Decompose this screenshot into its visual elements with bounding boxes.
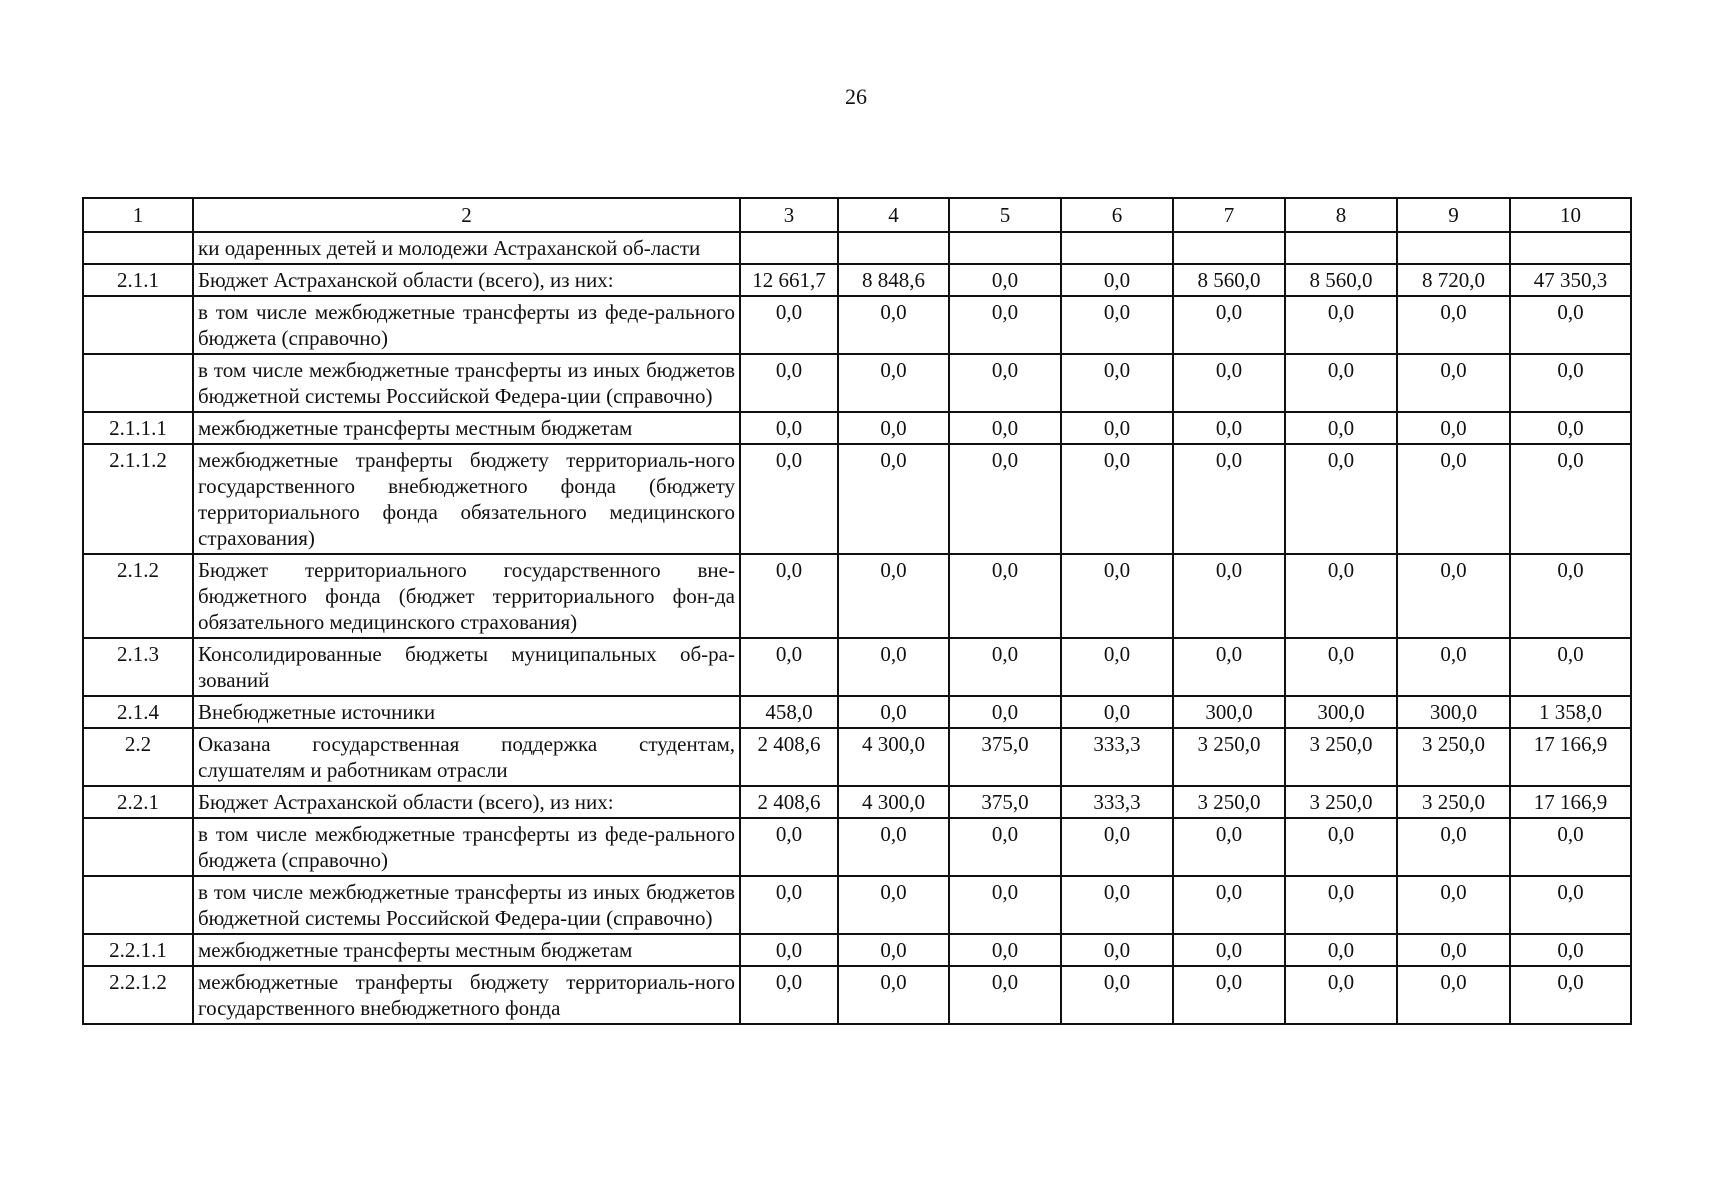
value-cell: 0,0 (1285, 818, 1397, 876)
value-cell: 375,0 (949, 786, 1061, 818)
table-row (83, 728, 1631, 786)
value-cell: 0,0 (740, 412, 838, 444)
value-cell: 0,0 (1510, 412, 1631, 444)
value-cell (1510, 232, 1631, 264)
value-cell: 0,0 (1510, 876, 1631, 934)
value-cell (740, 232, 838, 264)
value-cell: 1 358,0 (1510, 696, 1631, 728)
value-cell: 0,0 (949, 412, 1061, 444)
row-description: межбюджетные транферты бюджету территориаль-ного государственного внебюджетного фонда (бюджету территориального фонда обязательного медицинского страхования) (193, 444, 740, 554)
value-cell: 0,0 (949, 934, 1061, 966)
value-cell: 0,0 (1061, 554, 1173, 638)
table-row (83, 876, 1631, 934)
value-cell: 0,0 (740, 354, 838, 412)
value-cell: 0,0 (1397, 296, 1510, 354)
row-description: Бюджет Астраханской области (всего), из них: (193, 264, 740, 296)
value-cell (949, 232, 1061, 264)
row-description: межбюджетные трансферты местным бюджетам (193, 412, 740, 444)
value-cell: 0,0 (838, 818, 949, 876)
value-cell: 300,0 (1173, 696, 1285, 728)
value-cell: 0,0 (1061, 934, 1173, 966)
table-row (83, 354, 1631, 412)
value-cell (1173, 232, 1285, 264)
value-cell: 0,0 (740, 554, 838, 638)
table-row (83, 966, 1631, 1024)
row-description: в том числе межбюджетные трансферты из иных бюджетов бюджетной системы Российской Федера-ции (справочно) (193, 876, 740, 934)
value-cell: 333,3 (1061, 728, 1173, 786)
header-row (83, 198, 1631, 232)
table-row (83, 818, 1631, 876)
value-cell: 3 250,0 (1397, 728, 1510, 786)
value-cell: 0,0 (1173, 638, 1285, 696)
value-cell: 0,0 (1510, 554, 1631, 638)
value-cell: 0,0 (740, 876, 838, 934)
row-description: Оказана государственная поддержка студентам, слушателям и работникам отрасли (193, 728, 740, 786)
table-row (83, 934, 1631, 966)
table-row (83, 296, 1631, 354)
value-cell: 2 408,6 (740, 728, 838, 786)
value-cell: 0,0 (740, 934, 838, 966)
value-cell: 0,0 (949, 354, 1061, 412)
column-header: 1 (83, 198, 193, 232)
column-header: 8 (1285, 198, 1397, 232)
row-description: Внебюджетные источники (193, 696, 740, 728)
value-cell: 3 250,0 (1285, 728, 1397, 786)
value-cell: 0,0 (1061, 638, 1173, 696)
value-cell: 0,0 (1285, 934, 1397, 966)
value-cell: 0,0 (1510, 354, 1631, 412)
value-cell: 0,0 (1397, 966, 1510, 1024)
value-cell: 0,0 (1285, 296, 1397, 354)
value-cell: 0,0 (1061, 296, 1173, 354)
value-cell: 458,0 (740, 696, 838, 728)
value-cell: 0,0 (1285, 444, 1397, 554)
value-cell: 0,0 (1510, 638, 1631, 696)
row-code: 2.1.2 (83, 554, 193, 638)
value-cell: 8 720,0 (1397, 264, 1510, 296)
value-cell: 0,0 (1173, 412, 1285, 444)
row-code: 2.1.3 (83, 638, 193, 696)
value-cell: 0,0 (1397, 934, 1510, 966)
value-cell: 0,0 (1397, 638, 1510, 696)
value-cell: 0,0 (838, 554, 949, 638)
budget-table (82, 197, 1632, 1025)
row-code (83, 296, 193, 354)
value-cell: 0,0 (838, 412, 949, 444)
value-cell: 0,0 (1397, 354, 1510, 412)
row-code (83, 818, 193, 876)
value-cell: 0,0 (1285, 412, 1397, 444)
value-cell: 0,0 (1510, 934, 1631, 966)
value-cell: 0,0 (1173, 818, 1285, 876)
value-cell: 0,0 (949, 554, 1061, 638)
value-cell: 0,0 (1510, 296, 1631, 354)
column-header: 6 (1061, 198, 1173, 232)
value-cell: 0,0 (1173, 966, 1285, 1024)
column-header: 5 (949, 198, 1061, 232)
value-cell: 0,0 (1510, 444, 1631, 554)
value-cell: 0,0 (1397, 876, 1510, 934)
value-cell: 0,0 (1397, 554, 1510, 638)
row-description: в том числе межбюджетные трансферты из феде-рального бюджета (справочно) (193, 296, 740, 354)
row-description: в том числе межбюджетные трансферты из феде-рального бюджета (справочно) (193, 818, 740, 876)
value-cell: 0,0 (740, 638, 838, 696)
value-cell: 8 848,6 (838, 264, 949, 296)
value-cell: 3 250,0 (1285, 786, 1397, 818)
value-cell: 4 300,0 (838, 786, 949, 818)
value-cell: 0,0 (1285, 876, 1397, 934)
column-header: 4 (838, 198, 949, 232)
value-cell: 0,0 (1061, 876, 1173, 934)
row-code: 2.1.1.1 (83, 412, 193, 444)
value-cell: 0,0 (838, 966, 949, 1024)
value-cell: 0,0 (1397, 412, 1510, 444)
value-cell: 300,0 (1397, 696, 1510, 728)
value-cell: 3 250,0 (1173, 786, 1285, 818)
value-cell: 0,0 (949, 818, 1061, 876)
table-row (83, 264, 1631, 296)
value-cell: 0,0 (1173, 554, 1285, 638)
value-cell: 0,0 (1397, 444, 1510, 554)
value-cell: 0,0 (838, 696, 949, 728)
value-cell: 0,0 (740, 818, 838, 876)
value-cell: 0,0 (838, 296, 949, 354)
value-cell: 0,0 (1061, 412, 1173, 444)
value-cell: 0,0 (949, 638, 1061, 696)
table-row (83, 412, 1631, 444)
value-cell (1285, 232, 1397, 264)
value-cell: 8 560,0 (1173, 264, 1285, 296)
value-cell: 0,0 (1061, 354, 1173, 412)
table-row (83, 444, 1631, 554)
column-header: 7 (1173, 198, 1285, 232)
value-cell: 0,0 (1285, 354, 1397, 412)
row-description: в том числе межбюджетные трансферты из иных бюджетов бюджетной системы Российской Федера-ции (справочно) (193, 354, 740, 412)
value-cell: 0,0 (1510, 966, 1631, 1024)
value-cell: 0,0 (1173, 296, 1285, 354)
value-cell: 0,0 (1173, 934, 1285, 966)
row-code: 2.1.1 (83, 264, 193, 296)
row-description: Бюджет Астраханской области (всего), из них: (193, 786, 740, 818)
value-cell: 0,0 (1285, 554, 1397, 638)
value-cell: 0,0 (740, 444, 838, 554)
value-cell: 47 350,3 (1510, 264, 1631, 296)
value-cell: 4 300,0 (838, 728, 949, 786)
table-row (83, 232, 1631, 264)
table-row (83, 786, 1631, 818)
row-description: Консолидированные бюджеты муниципальных об-ра-зований (193, 638, 740, 696)
value-cell: 0,0 (1173, 444, 1285, 554)
value-cell: 2 408,6 (740, 786, 838, 818)
value-cell: 0,0 (1061, 696, 1173, 728)
column-header: 3 (740, 198, 838, 232)
row-code: 2.2.1 (83, 786, 193, 818)
value-cell: 0,0 (740, 966, 838, 1024)
value-cell: 0,0 (949, 296, 1061, 354)
value-cell: 0,0 (838, 934, 949, 966)
value-cell (1397, 232, 1510, 264)
value-cell: 0,0 (1061, 264, 1173, 296)
row-description: Бюджет территориального государственного вне-бюджетного фонда (бюджет территориального фон-да обязательного медицинского страхования) (193, 554, 740, 638)
value-cell (838, 232, 949, 264)
table-row (83, 638, 1631, 696)
value-cell: 0,0 (838, 876, 949, 934)
value-cell: 0,0 (1061, 444, 1173, 554)
row-code: 2.2 (83, 728, 193, 786)
row-description: ки одаренных детей и молодежи Астраханской об-ласти (193, 232, 740, 264)
value-cell: 375,0 (949, 728, 1061, 786)
column-header: 10 (1510, 198, 1631, 232)
row-code: 2.1.1.2 (83, 444, 193, 554)
column-header: 9 (1397, 198, 1510, 232)
value-cell: 0,0 (949, 444, 1061, 554)
table-row (83, 554, 1631, 638)
value-cell: 17 166,9 (1510, 728, 1631, 786)
value-cell: 17 166,9 (1510, 786, 1631, 818)
row-description: межбюджетные транферты бюджету территориаль-ного государственного внебюджетного фонда (193, 966, 740, 1024)
value-cell: 300,0 (1285, 696, 1397, 728)
column-header: 2 (193, 198, 740, 232)
value-cell: 3 250,0 (1397, 786, 1510, 818)
value-cell: 0,0 (838, 444, 949, 554)
value-cell: 0,0 (740, 296, 838, 354)
value-cell: 0,0 (1285, 638, 1397, 696)
value-cell: 333,3 (1061, 786, 1173, 818)
value-cell: 3 250,0 (1173, 728, 1285, 786)
value-cell: 0,0 (1173, 354, 1285, 412)
value-cell: 0,0 (949, 876, 1061, 934)
value-cell: 0,0 (949, 966, 1061, 1024)
row-code: 2.1.4 (83, 696, 193, 728)
value-cell: 12 661,7 (740, 264, 838, 296)
page-number: 26 (845, 84, 867, 109)
value-cell: 0,0 (1510, 818, 1631, 876)
value-cell: 0,0 (838, 638, 949, 696)
row-code: 2.2.1.1 (83, 934, 193, 966)
row-code (83, 354, 193, 412)
row-code: 2.2.1.2 (83, 966, 193, 1024)
row-code (83, 232, 193, 264)
table-body (83, 232, 1631, 1024)
value-cell: 0,0 (949, 696, 1061, 728)
value-cell: 0,0 (1173, 876, 1285, 934)
row-description: межбюджетные трансферты местным бюджетам (193, 934, 740, 966)
row-code (83, 876, 193, 934)
value-cell: 0,0 (838, 354, 949, 412)
value-cell: 8 560,0 (1285, 264, 1397, 296)
value-cell: 0,0 (949, 264, 1061, 296)
value-cell: 0,0 (1061, 966, 1173, 1024)
table-row (83, 696, 1631, 728)
value-cell (1061, 232, 1173, 264)
value-cell: 0,0 (1061, 818, 1173, 876)
value-cell: 0,0 (1397, 818, 1510, 876)
value-cell: 0,0 (1285, 966, 1397, 1024)
